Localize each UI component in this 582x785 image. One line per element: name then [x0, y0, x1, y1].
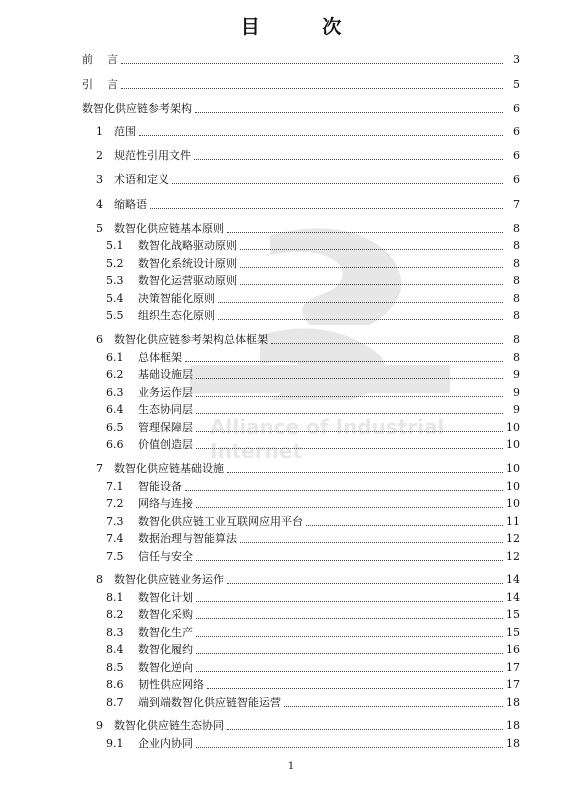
toc-entry[interactable]	[82, 385, 520, 401]
toc-entry[interactable]	[82, 197, 520, 213]
toc-entry[interactable]	[82, 549, 520, 565]
toc-entry[interactable]	[82, 572, 520, 588]
toc-entry-number: 8.4	[106, 643, 124, 656]
toc-entry[interactable]	[82, 238, 520, 254]
toc-entry[interactable]	[82, 124, 520, 140]
toc-entry[interactable]	[82, 736, 520, 752]
toc-entry-label: 决策智能化原则	[138, 292, 215, 305]
toc-entry-label: 价值创造层	[138, 438, 193, 451]
toc-entry-label: 数智化供应链生态协同	[114, 719, 224, 732]
toc-leader-dots	[185, 360, 503, 362]
toc-entry-label: 缩略语	[114, 198, 147, 211]
toc-entry-page: 9	[513, 368, 520, 381]
toc-leader-dots	[240, 266, 503, 268]
toc-leader-dots	[240, 541, 503, 543]
toc-entry-label: 数智化供应链业务运作	[114, 573, 224, 586]
toc-entry[interactable]	[82, 514, 520, 530]
toc-leader-dots	[306, 524, 503, 526]
toc-entry[interactable]	[82, 52, 520, 68]
toc-entry-number: 6	[96, 333, 103, 346]
toc-leader-dots	[172, 182, 503, 184]
toc-entry-number: 8.3	[106, 626, 124, 639]
toc-entry-number: 4	[96, 198, 103, 211]
toc-leader-dots	[196, 430, 503, 432]
toc-entry-number: 6.4	[106, 403, 124, 416]
toc-entry[interactable]	[82, 461, 520, 477]
toc-entry-number: 6.5	[106, 421, 124, 434]
watermark-text: Alliance of Industrial Internet	[210, 415, 445, 463]
toc-entry-label: 企业内协同	[138, 737, 193, 750]
toc-entry[interactable]	[82, 625, 520, 641]
toc-leader-dots	[196, 377, 503, 379]
toc-entry-page: 18	[506, 719, 520, 732]
toc-entry[interactable]	[82, 479, 520, 495]
toc-entry-page: 6	[513, 173, 520, 186]
toc-entry[interactable]	[82, 437, 520, 453]
toc-entry-page: 6	[513, 102, 520, 115]
toc-leader-dots	[284, 705, 503, 707]
toc-entry-page: 15	[506, 608, 520, 621]
toc-leader-dots	[196, 617, 503, 619]
toc-entry[interactable]	[82, 350, 520, 366]
toc-entry-label: 数智化生产	[138, 626, 193, 639]
toc-entry[interactable]	[82, 531, 520, 547]
toc-entry[interactable]	[82, 77, 520, 93]
toc-leader-dots	[271, 342, 503, 344]
toc-entry[interactable]	[82, 332, 520, 348]
toc-entry-number: 8.1	[106, 591, 124, 604]
toc-entry-page: 15	[506, 626, 520, 639]
toc-entry[interactable]	[82, 695, 520, 711]
toc-entry[interactable]	[82, 402, 520, 418]
toc-entry-page: 14	[506, 573, 520, 586]
toc-entry-number: 6.6	[106, 438, 124, 451]
toc-entry-number: 5.1	[106, 239, 124, 252]
toc-entry-page: 5	[513, 78, 520, 91]
toc-entry-label: 数智化供应链参考架构总体框架	[114, 333, 268, 346]
toc-entry-label: 网络与连接	[138, 497, 193, 510]
toc-entry-number: 8.2	[106, 608, 124, 621]
toc-entry-number: 7.2	[106, 497, 124, 510]
toc-entry-page: 14	[506, 591, 520, 604]
toc-leader-dots	[121, 87, 503, 89]
toc-entry-number: 5.2	[106, 257, 124, 270]
toc-entry-number: 7.1	[106, 480, 124, 493]
toc-entry-page: 12	[506, 532, 520, 545]
toc-entry-label: 数智化逆向	[138, 661, 193, 674]
toc-entry[interactable]	[82, 590, 520, 606]
toc-leader-dots	[196, 670, 503, 672]
toc-entry-label: 数智化供应链工业互联网应用平台	[138, 515, 303, 528]
toc-entry[interactable]	[82, 420, 520, 436]
toc-entry[interactable]	[82, 677, 520, 693]
toc-entry-page: 18	[506, 737, 520, 750]
toc-entry-label: 端到端数智化供应链智能运营	[138, 696, 281, 709]
toc-entry-number: 2	[96, 149, 103, 162]
toc-entry-number: 7	[96, 462, 103, 475]
toc-entry-page: 18	[506, 696, 520, 709]
toc-entry-label: 数智化采购	[138, 608, 193, 621]
toc-entry[interactable]	[82, 291, 520, 307]
toc-entry-label: 信任与安全	[138, 550, 193, 563]
toc-leader-dots	[196, 412, 503, 414]
toc-entry-page: 6	[513, 125, 520, 138]
toc-entry-label: 规范性引用文件	[114, 149, 191, 162]
toc-entry-page: 8	[513, 351, 520, 364]
toc-entry-page: 8	[513, 222, 520, 235]
toc-entry-page: 10	[506, 497, 520, 510]
toc-entry-number: 3	[96, 173, 103, 186]
toc-leader-dots	[196, 559, 503, 561]
toc-leader-dots	[196, 746, 503, 748]
toc-leader-dots	[139, 134, 503, 136]
toc-entry-number: 6.3	[106, 386, 124, 399]
toc-entry-page: 7	[513, 198, 520, 211]
toc-leader-dots	[196, 506, 503, 508]
toc-leader-dots	[227, 471, 503, 473]
toc-entry-label: 韧性供应网络	[138, 678, 204, 691]
toc-entry-number: 5.3	[106, 274, 124, 287]
toc-leader-dots	[196, 447, 503, 449]
toc-leader-dots	[227, 582, 503, 584]
toc-leader-dots	[150, 207, 503, 209]
toc-entry[interactable]	[82, 496, 520, 512]
toc-entry-number: 8.6	[106, 678, 124, 691]
toc-entry-label: 业务运作层	[138, 386, 193, 399]
toc-leader-dots	[240, 248, 503, 250]
toc-entry-number: 8	[96, 573, 103, 586]
toc-entry-number: 5.4	[106, 292, 124, 305]
toc-entry-number: 1	[96, 125, 103, 138]
toc-leader-dots	[121, 62, 503, 64]
toc-leader-dots	[218, 318, 503, 320]
toc-entry[interactable]	[82, 256, 520, 272]
toc-entry-number: 5.5	[106, 309, 124, 322]
toc-entry-label: 数智化供应链参考架构	[82, 102, 192, 115]
toc-entry[interactable]	[82, 718, 520, 734]
toc-entry[interactable]	[82, 148, 520, 164]
toc-entry-page: 9	[513, 386, 520, 399]
toc-leader-dots	[218, 301, 503, 303]
toc-leader-dots	[227, 231, 503, 233]
toc-entry-page: 10	[506, 438, 520, 451]
toc-entry-label: 数智化计划	[138, 591, 193, 604]
toc-entry-page: 8	[513, 257, 520, 270]
toc-leader-dots	[195, 111, 503, 113]
toc-entry-number: 5	[96, 222, 103, 235]
page-title: 目 次	[240, 16, 370, 38]
toc-leader-dots	[196, 635, 503, 637]
toc-entry[interactable]	[82, 367, 520, 383]
toc-entry-label: 范围	[114, 125, 136, 138]
toc-entry[interactable]	[82, 221, 520, 237]
toc-leader-dots	[185, 489, 503, 491]
toc-entry-page: 12	[506, 550, 520, 563]
toc-entry-page: 6	[513, 149, 520, 162]
page-number: 1	[287, 761, 295, 772]
toc-entry-label: 前 言	[82, 53, 118, 66]
toc-leader-dots	[207, 687, 503, 689]
toc-entry-page: 8	[513, 333, 520, 346]
toc-leader-dots	[227, 728, 503, 730]
toc-entry-label: 数智化履约	[138, 643, 193, 656]
toc-entry-number: 6.1	[106, 351, 124, 364]
toc-leader-dots	[194, 158, 503, 160]
toc-entry-label: 术语和定义	[114, 173, 169, 186]
toc-entry-page: 8	[513, 274, 520, 287]
toc-entry-label: 引 言	[82, 78, 118, 91]
toc-entry-number: 6.2	[106, 368, 124, 381]
toc-entry-label: 基础设施层	[138, 368, 193, 381]
toc-entry-label: 数据治理与智能算法	[138, 532, 237, 545]
toc-entry-label: 管理保障层	[138, 421, 193, 434]
toc-entry-page: 9	[513, 403, 520, 416]
toc-entry-label: 组织生态化原则	[138, 309, 215, 322]
toc-entry-number: 7.3	[106, 515, 124, 528]
toc-entry[interactable]	[82, 660, 520, 676]
toc-entry-number: 8.5	[106, 661, 124, 674]
toc-leader-dots	[196, 395, 503, 397]
toc-entry[interactable]	[82, 101, 520, 117]
toc-entry-number: 9	[96, 719, 103, 732]
toc-entry-page: 10	[506, 480, 520, 493]
toc-entry-page: 11	[506, 515, 520, 528]
toc-entry-label: 总体框架	[138, 351, 182, 364]
toc-entry[interactable]	[82, 273, 520, 289]
toc-entry-label: 数智化运营驱动原则	[138, 274, 237, 287]
toc-entry[interactable]	[82, 308, 520, 324]
toc-entry-label: 智能设备	[138, 480, 182, 493]
toc-entry-number: 7.5	[106, 550, 124, 563]
toc-leader-dots	[196, 600, 503, 602]
toc-entry-page: 8	[513, 292, 520, 305]
toc-entry-label: 生态协同层	[138, 403, 193, 416]
toc-entry-number: 7.4	[106, 532, 124, 545]
toc-entry-page: 10	[506, 462, 520, 475]
toc-entry-label: 数智化战略驱动原则	[138, 239, 237, 252]
toc-entry-page: 17	[506, 661, 520, 674]
toc-entry-page: 3	[513, 53, 520, 66]
toc-entry-page: 10	[506, 421, 520, 434]
toc-entry[interactable]	[82, 642, 520, 658]
toc-entry-label: 数智化系统设计原则	[138, 257, 237, 270]
toc-entry-page: 16	[506, 643, 520, 656]
toc-entry[interactable]	[82, 607, 520, 623]
toc-entry-label: 数智化供应链基本原则	[114, 222, 224, 235]
toc-entry[interactable]	[82, 172, 520, 188]
toc-leader-dots	[196, 652, 503, 654]
toc-leader-dots	[240, 283, 503, 285]
toc-entry-number: 9.1	[106, 737, 124, 750]
toc-entry-label: 数智化供应链基础设施	[114, 462, 224, 475]
toc-entry-page: 8	[513, 239, 520, 252]
toc-entry-number: 8.7	[106, 696, 124, 709]
toc-entry-page: 17	[506, 678, 520, 691]
toc-entry-page: 8	[513, 309, 520, 322]
